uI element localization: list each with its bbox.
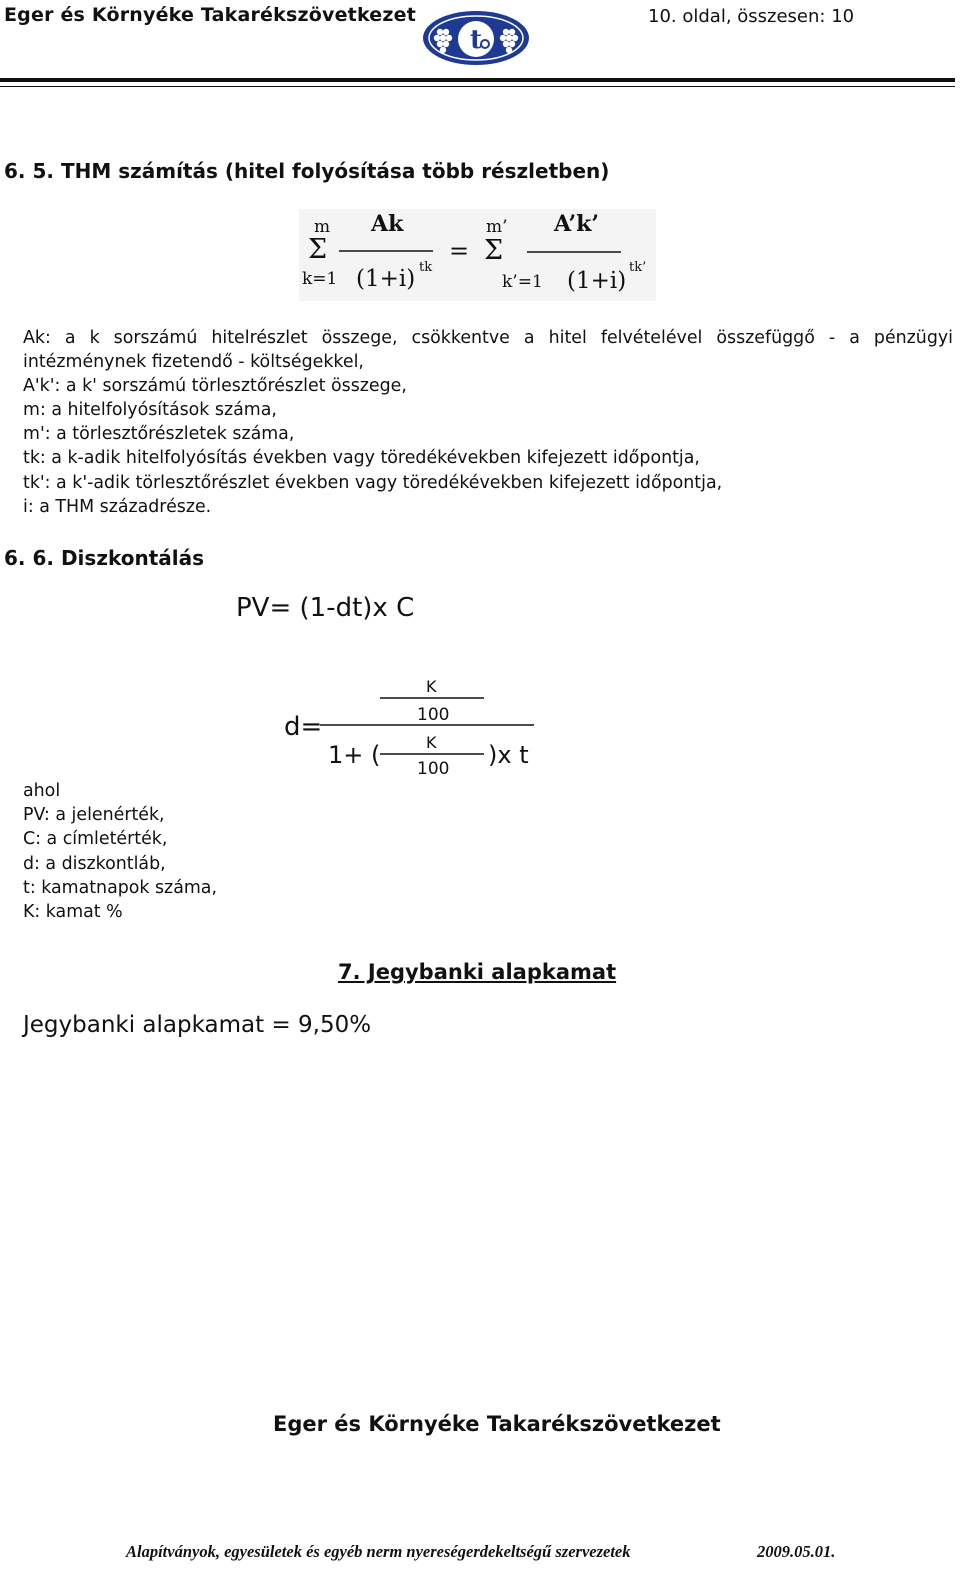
legend-item: C: a címletérték, <box>23 829 168 850</box>
definition-line: tk: a k-adik hitelfolyósítás években vagy töredékévekben kifejezett időpontja, <box>23 448 700 469</box>
thm-definitions <box>23 326 953 519</box>
header-rule-thin <box>0 86 955 87</box>
svg-text:tk’: tk’ <box>629 260 647 275</box>
footer-date: 2009.05.01. <box>757 1542 836 1561</box>
svg-text:t: t <box>470 25 483 55</box>
header-org-name: Eger és Környéke Takarékszövetkezet <box>4 4 416 26</box>
definition-line: Ak: a k sorszámú hitelrészlet összege, csökkentve a hitel felvételével összefüggő - a pénzügyi <box>23 328 953 348</box>
pv-formula: PV= (1-dt)x C <box>236 593 415 623</box>
svg-text:Ak: Ak <box>371 211 404 237</box>
definition-line: A'k': a k' sorszámú törlesztőrészlet összege, <box>23 376 407 397</box>
discount-legend <box>23 779 217 924</box>
svg-text:Σ: Σ <box>308 234 328 265</box>
definition-line: m: a hitelfolyósítások száma, <box>23 400 277 421</box>
page-info: 10. oldal, összesen: 10 <box>648 6 855 27</box>
svg-text:k’=1: k’=1 <box>502 272 543 292</box>
svg-text:K: K <box>426 677 437 696</box>
svg-text:(1+i): (1+i) <box>356 266 416 292</box>
definition-line: m': a törlesztőrészletek száma, <box>23 424 295 445</box>
svg-text:100: 100 <box>417 705 450 725</box>
section-discount-title: 6. 6. Diszkontálás <box>4 546 205 570</box>
svg-text:m: m <box>314 217 331 237</box>
svg-text:100: 100 <box>417 759 450 779</box>
svg-text:A’k’: A’k’ <box>554 211 600 237</box>
svg-text:=: = <box>449 237 470 265</box>
header-rule <box>0 78 955 82</box>
discount-rate-formula <box>280 672 550 782</box>
legend-item: PV: a jelenérték, <box>23 805 165 826</box>
base-rate-value: Jegybanki alapkamat = 9,50% <box>23 1012 372 1038</box>
footer-note: Alapítványok, egyesületek és egyéb nerm nyereségerdekeltségű szervezetek <box>126 1542 631 1561</box>
svg-text:K: K <box>426 733 437 752</box>
legend-item: d: a diszkontláb, <box>23 853 166 874</box>
svg-text:Σ: Σ <box>484 235 504 266</box>
svg-text:)x t: )x t <box>488 741 529 769</box>
svg-text:1+ (: 1+ ( <box>328 741 381 769</box>
legend-item: t: kamatnapok száma, <box>23 877 217 898</box>
definition-line: intézménynek fizetendő - költségekkel, <box>23 352 364 373</box>
svg-text:tk: tk <box>419 260 433 275</box>
svg-text:(1+i): (1+i) <box>567 268 627 294</box>
footer-org-name: Eger és Környéke Takarékszövetkezet <box>273 1412 721 1436</box>
section-base-rate-title: 7. Jegybanki alapkamat <box>338 960 617 984</box>
definition-line: tk': a k'-adik törlesztőrészlet években vagy töredékévekben kifejezett időpontja, <box>23 472 723 493</box>
thm-formula <box>299 209 656 301</box>
legend-item: K: kamat % <box>23 902 123 923</box>
definition-line: i: a THM századrésze. <box>23 496 212 517</box>
bank-logo <box>422 10 530 66</box>
section-thm-title: 6. 5. THM számítás (hitel folyósítása több részletben) <box>4 159 610 183</box>
svg-text:m’: m’ <box>486 217 508 237</box>
legend-label: ahol <box>23 781 61 801</box>
svg-text:k=1: k=1 <box>302 269 338 289</box>
svg-text:d=: d= <box>284 712 323 742</box>
